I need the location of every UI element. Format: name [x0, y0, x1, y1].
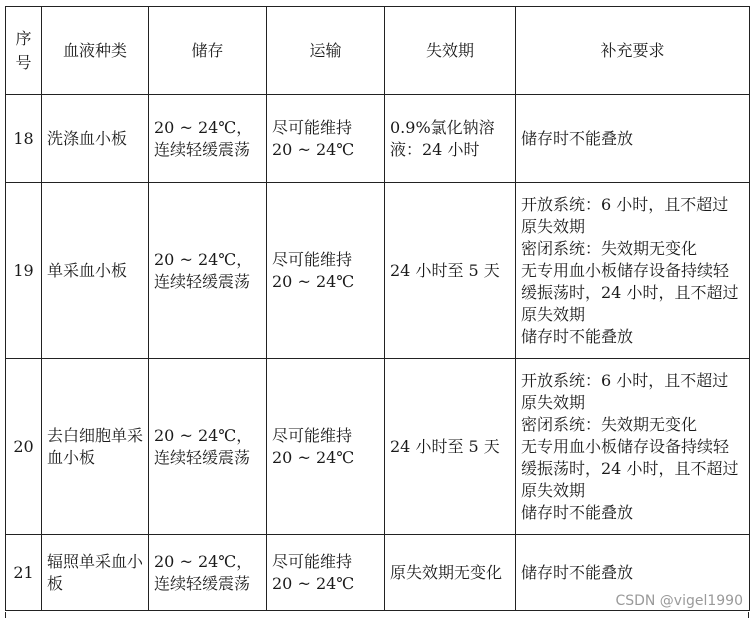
table-row — [6, 95, 750, 183]
row-storage: 20 ~ 24℃， 连续轻缓震荡 — [149, 535, 267, 611]
header-transport: 运输 — [267, 7, 385, 95]
row-extra: 储存时不能叠放 — [516, 95, 750, 183]
header-row — [6, 7, 750, 95]
row-extra: 开放系统：6 小时，且不超过原失效期 密闭系统：失效期无变化 无专用血小板储存设备持续轻缓振荡时，24 小时，且不超过原失效期 储存时不能叠放 — [516, 359, 750, 535]
watermark: CSDN @vigel1990 — [615, 593, 743, 609]
table-continuation-border — [5, 612, 749, 618]
header-seq-label: 序号 — [15, 28, 32, 72]
row-storage: 20 ~ 24℃， 连续轻缓震荡 — [149, 95, 267, 183]
row-type: 去白细胞单采血小板 — [42, 359, 149, 535]
row-expiry: 24 小时至 5 天 — [385, 183, 516, 359]
row-type: 洗涤血小板 — [42, 95, 149, 183]
row-extra: 储存时不能叠放 — [516, 535, 750, 611]
row-transport: 尽可能维持 20 ~ 24℃ — [267, 183, 385, 359]
row-expiry: 24 小时至 5 天 — [385, 359, 516, 535]
table-row — [6, 359, 750, 535]
row-type: 单采血小板 — [42, 183, 149, 359]
table-row — [6, 183, 750, 359]
row-expiry: 0.9%氯化钠溶液：24 小时 — [385, 95, 516, 183]
row-num: 20 — [6, 359, 42, 535]
row-expiry: 原失效期无变化 — [385, 535, 516, 611]
row-transport: 尽可能维持 20 ~ 24℃ — [267, 535, 385, 611]
row-num: 19 — [6, 183, 42, 359]
row-extra: 开放系统：6 小时，且不超过原失效期 密闭系统：失效期无变化 无专用血小板储存设备持续轻缓振荡时，24 小时，且不超过原失效期 储存时不能叠放 — [516, 183, 750, 359]
row-num: 18 — [6, 95, 42, 183]
blood-storage-table — [5, 6, 750, 611]
row-num: 21 — [6, 535, 42, 611]
header-expiry: 失效期 — [385, 7, 516, 95]
row-transport: 尽可能维持 20 ~ 24℃ — [267, 359, 385, 535]
row-transport: 尽可能维持 20 ~ 24℃ — [267, 95, 385, 183]
header-seq — [6, 7, 42, 95]
header-extra: 补充要求 — [516, 7, 750, 95]
row-type: 辐照单采血小板 — [42, 535, 149, 611]
row-storage: 20 ~ 24℃， 连续轻缓震荡 — [149, 183, 267, 359]
header-type: 血液种类 — [42, 7, 149, 95]
row-storage: 20 ~ 24℃， 连续轻缓震荡 — [149, 359, 267, 535]
header-storage: 储存 — [149, 7, 267, 95]
